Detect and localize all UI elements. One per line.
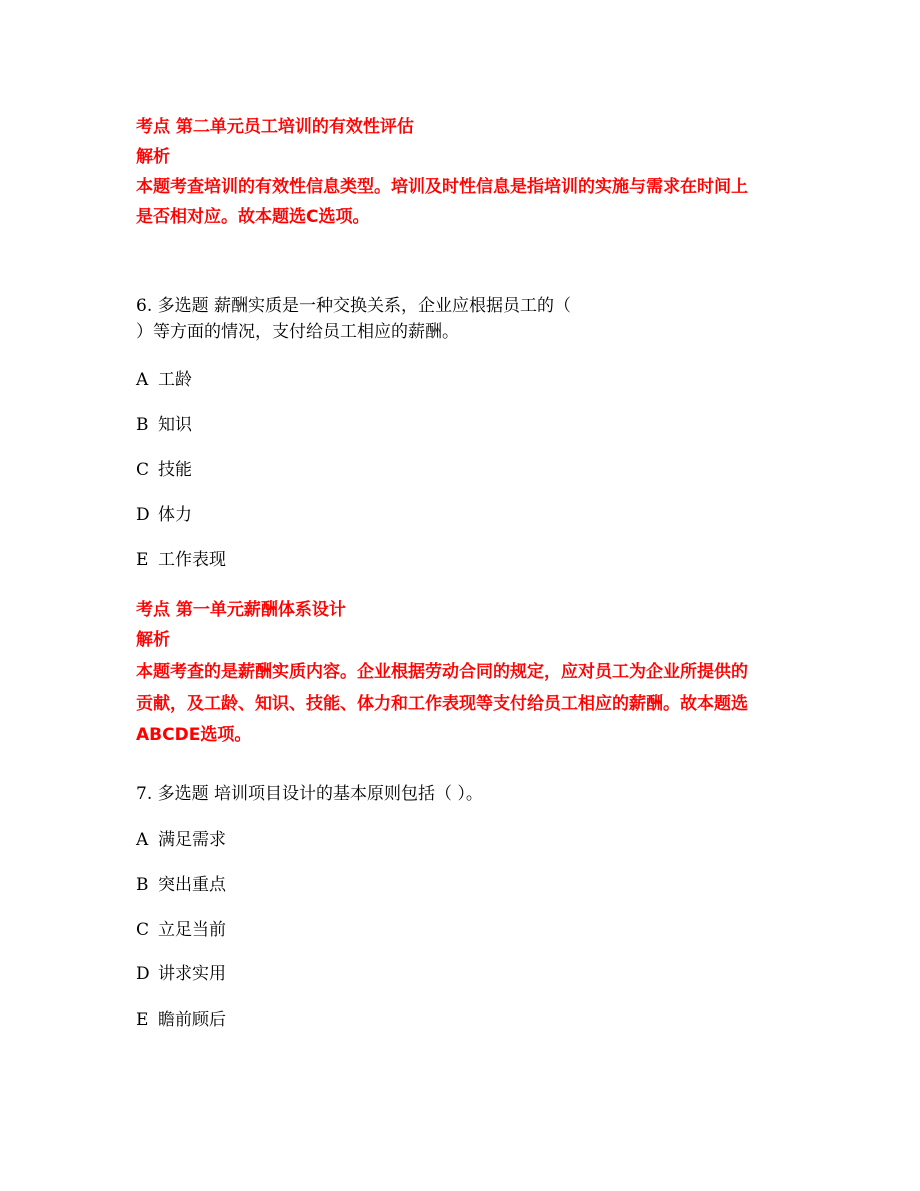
q6-option-a (136, 368, 192, 392)
q6-option-c (136, 458, 192, 482)
q5-kaodian: 考点 第二单元员工培训的有效性评估 (136, 117, 414, 137)
option-letter: E (136, 1010, 149, 1030)
q6-jiexi-line-3: ABCDE选项。 (136, 725, 252, 745)
option-text: 讲求实用 (158, 964, 226, 984)
option-letter: A (136, 830, 149, 850)
q6-option-b (136, 413, 192, 437)
q6-stem-line-2: ）等方面的情况，支付给员工相应的薪酬。 (136, 322, 459, 342)
option-text: 工龄 (158, 370, 192, 390)
q6-option-d (136, 503, 192, 527)
option-letter: A (136, 370, 149, 390)
option-text: 工作表现 (158, 550, 226, 570)
q7-option-e (136, 1008, 226, 1032)
q6-jiexi-line-2: 贡献，及工龄、知识、技能、体力和工作表现等支付给员工相应的薪酬。故本题选 (136, 694, 748, 714)
option-letter: D (136, 505, 150, 525)
q6-jiexi-line-1: 本题考查的是薪酬实质内容。企业根据劳动合同的规定，应对员工为企业所提供的 (136, 662, 748, 682)
q7-stem: 7. 多选题 培训项目设计的基本原则包括（ ）。 (136, 784, 483, 804)
q7-option-d (136, 962, 226, 986)
q5-jiexi-line-1: 本题考查培训的有效性信息类型。培训及时性信息是指培训的实施与需求在时间上 (136, 177, 748, 197)
option-text: 知识 (158, 415, 192, 435)
q7-option-a (136, 828, 226, 852)
option-text: 满足需求 (158, 830, 226, 850)
option-text: 立足当前 (158, 920, 226, 940)
option-letter: B (136, 875, 149, 895)
option-text: 技能 (158, 460, 192, 480)
q7-option-c (136, 918, 226, 942)
q6-kaodian: 考点 第一单元薪酬体系设计 (136, 600, 346, 620)
option-text: 突出重点 (158, 875, 226, 895)
q6-stem-line-1: 6. 多选题 薪酬实质是一种交换关系，企业应根据员工的（ (136, 296, 572, 316)
q5-jiexi-label: 解析 (136, 147, 170, 167)
option-letter: D (136, 964, 150, 984)
q6-option-e (136, 548, 226, 572)
option-letter: C (136, 920, 150, 940)
q5-jiexi-line-2: 是否相对应。故本题选C选项。 (136, 207, 370, 227)
option-letter: C (136, 460, 150, 480)
option-letter: B (136, 415, 149, 435)
option-text: 瞻前顾后 (158, 1010, 226, 1030)
q6-jiexi-label: 解析 (136, 630, 170, 650)
option-text: 体力 (158, 505, 192, 525)
q7-option-b (136, 873, 226, 897)
option-letter: E (136, 550, 149, 570)
